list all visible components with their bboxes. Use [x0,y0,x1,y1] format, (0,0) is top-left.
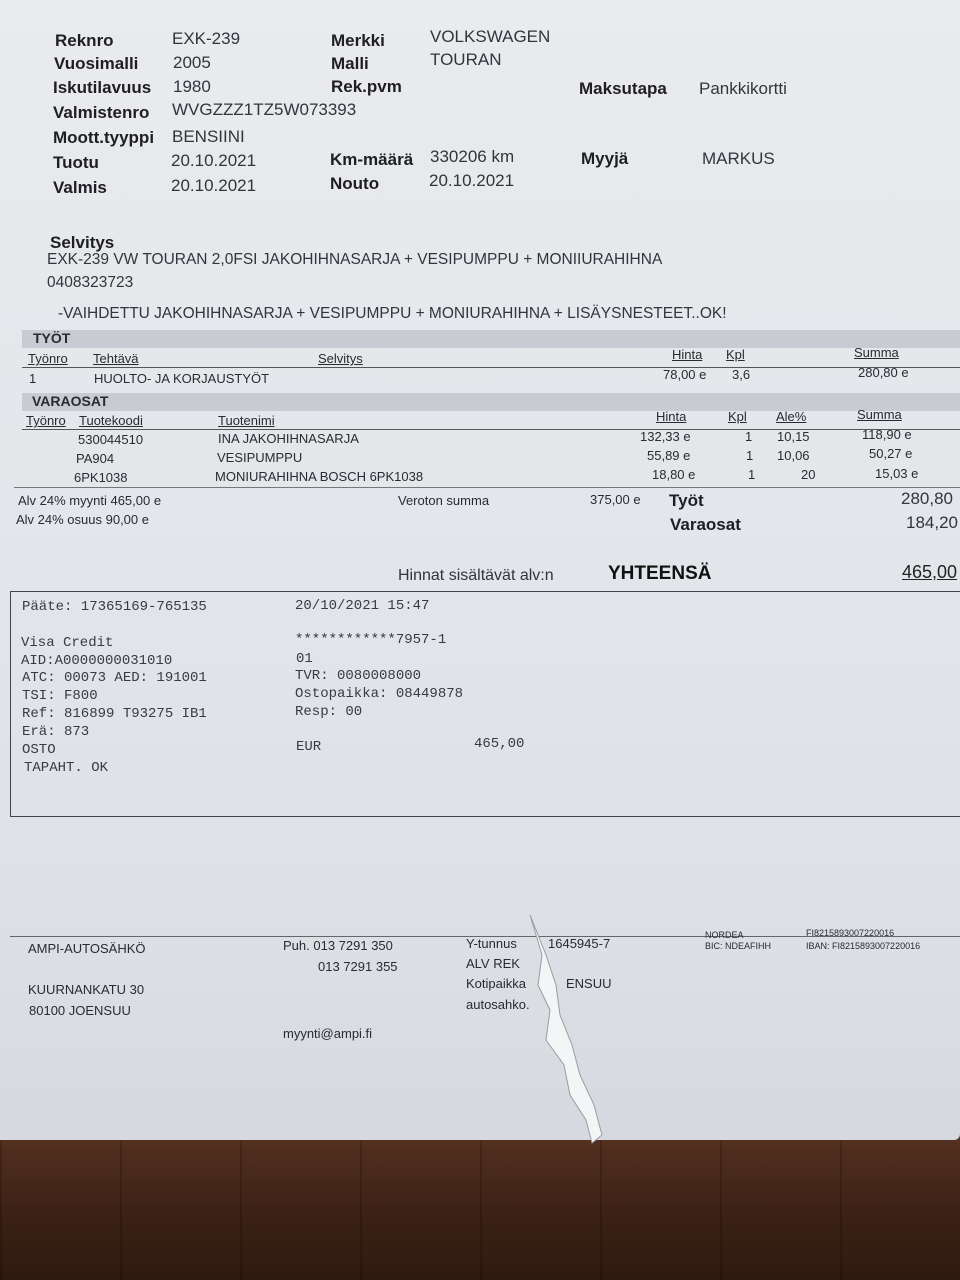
alv-osuus: Alv 24% osuus 90,00 e [16,512,149,527]
veroton-value: 375,00 e [590,492,641,507]
alv-note: Hinnat sisältävät alv:n [398,567,554,584]
varaosat-col-tyonro: Työnro [26,413,66,428]
selvitys-line-2: 0408323723 [47,274,134,291]
tyot-total-value: 280,80 [901,489,953,508]
tyot-row-kpl: 3,6 [732,367,751,382]
part-row-summa: 50,27 e [869,446,913,461]
tyot-row-tyonro: 1 [29,371,37,386]
footer-kotipaikka-label: Kotipaikka [466,976,526,991]
iskutilavuus-label: Iskutilavuus [53,78,152,97]
part-row-koodi: 530044510 [78,432,144,447]
footer-email: myynti@ampi.fi [283,1026,373,1041]
receipt-tvr: TVR: 0080008000 [295,668,422,684]
varaosat-heading: VARAOSAT [32,393,109,409]
footer-alvrek: ALV REK [466,956,520,971]
varaosat-total-value: 184,20 [906,513,958,532]
nouto-label: Nouto [330,174,380,193]
veroton-label: Veroton summa [398,493,490,508]
valmis-label: Valmis [53,178,107,197]
malli-value: TOURAN [430,50,502,69]
receipt-paate: Pääte: 17365169-765135 [22,599,207,615]
part-row-nimi: INA JAKOHIHNASARJA [218,431,359,446]
footer-ytunnus-label: Y-tunnus [466,936,517,951]
part-row-summa: 118,90 e [862,427,912,442]
tyot-col-tehtava: Tehtävä [93,351,139,366]
varaosat-total-label: Varaosat [670,515,741,534]
footer-ytunnus-value: 1645945-7 [548,936,611,951]
valmistenro-value: WVGZZZ1TZ5W073393 [172,100,357,119]
tyot-heading: TYÖT [33,330,71,346]
footer-phone-1: Puh. 013 7291 350 [283,938,393,953]
tyot-row-tehtava: HUOLTO- JA KORJAUSTYÖT [94,371,270,386]
alv-myynti: Alv 24% myynti 465,00 e [18,493,162,508]
receipt-tsi: TSI: F800 [22,688,98,704]
part-row-ale: 20 [801,467,816,482]
moottyyppi-label: Moott.tyyppi [53,128,155,147]
varaosat-col-tuotenimi: Tuotenimi [218,413,275,428]
footer-fi-code: FI8215893007220016 [806,928,895,938]
merkki-value: VOLKSWAGEN [430,27,551,46]
vuosimalli-label: Vuosimalli [54,54,139,73]
tyot-row-summa: 280,80 e [858,365,909,380]
merkki-label: Merkki [331,31,385,50]
footer-bank: NORDEA [705,930,744,940]
varaosat-header-rule [22,429,960,430]
selvitys-line-1: EXK-239 VW TOURAN 2,0FSI JAKOHIHNASARJA + VESIPUMPPU + MONIIURAHIHNA [47,251,663,268]
footer-iban: IBAN: FI8215893007220016 [806,941,921,951]
valmis-value: 20.10.2021 [171,176,257,195]
receipt-seq: 01 [296,651,313,667]
part-row-kpl: 1 [746,448,754,463]
maksutapa-label: Maksutapa [579,79,667,98]
part-row-summa: 15,03 e [875,466,919,481]
footer-company: AMPI-AUTOSÄHKÖ [28,941,146,956]
tyot-col-tyonro: Työnro [28,351,68,366]
tyot-col-selvitys: Selvitys [318,351,363,366]
yhteensa-value: 465,00 [902,562,958,582]
yhteensa-label: YHTEENSÄ [608,563,712,584]
tuotu-value: 20.10.2021 [171,151,257,170]
selvitys-heading: Selvitys [50,233,115,252]
footer-web: autosahko. [466,997,530,1012]
part-row-ale: 10,06 [777,448,810,463]
parts-end-rule [14,487,960,488]
tyot-row-hinta: 78,00 e [663,367,707,382]
footer-city: 80100 JOENSUU [29,1003,131,1018]
varaosat-col-tuotekoodi: Tuotekoodi [79,413,143,428]
tyot-col-kpl: Kpl [726,347,745,362]
varaosat-col-hinta: Hinta [656,409,687,424]
part-row-koodi: 6PK1038 [74,470,128,485]
receipt-era: Erä: 873 [22,724,90,740]
part-row-nimi: MONIURAHIHNA BOSCH 6PK1038 [215,469,424,484]
rekpvm-label: Rek.pvm [331,77,402,96]
part-row-hinta: 55,89 e [647,448,691,463]
iskutilavuus-value: 1980 [173,77,211,96]
part-row-hinta: 18,80 e [652,467,696,482]
tyot-col-hinta: Hinta [672,347,703,362]
varaosat-header-band [22,393,960,411]
part-row-kpl: 1 [748,467,756,482]
part-row-koodi: PA904 [76,451,115,466]
receipt-card-number: ************7957-1 [295,632,447,648]
selvitys-line-3: -VAIHDETTU JAKOHIHNASARJA + VESIPUMPPU + MONIURAHIHNA + LISÄYSNESTEET..OK! [58,305,727,322]
wooden-table-background [0,1120,960,1280]
receipt-status: TAPAHT. OK [24,760,109,776]
receipt-ostopaikka: Ostopaikka: 08449878 [295,686,464,702]
footer-kotipaikka-value: ENSUU [566,976,612,991]
tyot-header-band [22,330,960,348]
part-row-nimi: VESIPUMPPU [217,450,303,465]
receipt-aid: AID:A0000000031010 [21,653,173,669]
card-receipt-box [10,591,960,817]
km-value: 330206 km [430,147,515,166]
footer-street: KUURNANKATU 30 [28,982,145,997]
footer-phone-2: 013 7291 355 [318,959,398,974]
varaosat-col-kpl: Kpl [728,409,747,424]
reknro-value: EXK-239 [172,29,241,48]
tyot-header-rule [22,367,960,368]
myyja-label: Myyjä [581,149,629,168]
tyot-col-summa: Summa [854,345,899,360]
valmistenro-label: Valmistenro [53,103,150,122]
myyja-value: MARKUS [702,149,775,168]
tyot-total-label: Työt [669,491,704,510]
maksutapa-value: Pankkikortti [699,79,787,98]
receipt-resp: Resp: 00 [295,704,363,720]
malli-label: Malli [331,54,369,73]
footer-bic: BIC: NDEAFIHH [705,941,772,951]
paper-tear [520,915,610,1145]
part-row-ale: 10,15 [777,429,810,444]
part-row-hinta: 132,33 e [640,429,691,444]
km-label: Km-määrä [330,150,414,169]
varaosat-col-summa: Summa [857,407,902,422]
receipt-amount: 465,00 [474,736,525,752]
receipt-currency: EUR [296,739,322,755]
receipt-ref: Ref: 816899 T93275 IB1 [22,706,207,722]
reknro-label: Reknro [55,31,114,50]
nouto-value: 20.10.2021 [429,171,515,190]
receipt-card-type: Visa Credit [21,635,114,651]
vuosimalli-value: 2005 [173,53,211,72]
receipt-datetime: 20/10/2021 15:47 [295,598,430,614]
receipt-atc: ATC: 00073 AED: 191001 [22,670,207,686]
part-row-kpl: 1 [745,429,753,444]
receipt-osto: OSTO [22,742,56,758]
tuotu-label: Tuotu [53,153,99,172]
moottyyppi-value: BENSIINI [172,127,245,146]
varaosat-col-ale: Ale% [776,409,807,424]
